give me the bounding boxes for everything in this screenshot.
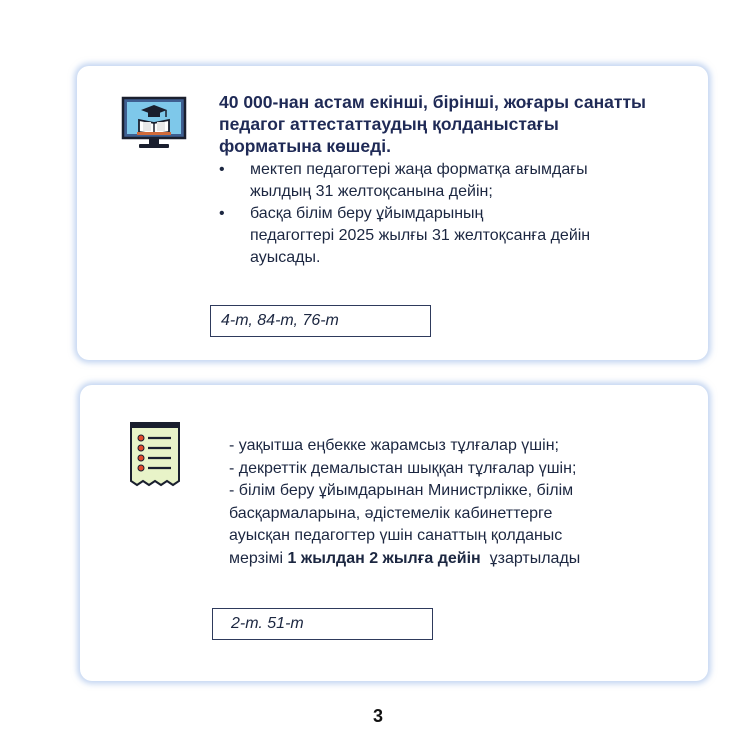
info-card-extension (80, 385, 708, 681)
bullet-item (219, 203, 699, 269)
bullet-line: • басқа білім беру ұйымдарының (250, 205, 484, 222)
body-line: - уақытша еңбекке жарамсыз тұлғалар үшін; (229, 437, 559, 454)
bullet-line: • мектеп педагогтері жаңа форматқа ағымдағы (250, 161, 588, 178)
bullet-line: педагогтері 2025 жылғы 31 желтоқсанға дейін (250, 227, 591, 244)
reference-box: 2-т. 51-т (212, 608, 433, 640)
body-text: мерзімі (229, 549, 288, 567)
body-line: ауысқан педагогтер үшін санаттың қолданыс (229, 527, 563, 544)
checklist-icon (127, 421, 183, 487)
body-line: - білім беру ұйымдарынан Министрлікке, білім (229, 482, 574, 499)
title-line: 40 000-нан астам екінші, бірінші, жоғары санатты (219, 92, 646, 112)
body-line: басқармаларына, әдістемелік кабинеттерге (229, 504, 553, 522)
body-line: - декреттік демалыстан шыққан тұлғалар үшін; (229, 459, 577, 477)
bullet-line: ауысады. (250, 249, 321, 266)
bullet-line: жылдың 31 желтоқсанына дейін; (250, 183, 493, 200)
title-line: форматына көшеді. (219, 136, 391, 156)
page-number: 3 (372, 706, 383, 726)
monitor-graduation-book-icon (121, 96, 187, 151)
card-body (229, 435, 689, 570)
bullet-list (219, 159, 699, 269)
body-line-last (229, 548, 689, 571)
title-line: педагог аттестаттаудың қолданыстағы (219, 114, 559, 134)
reference-box: 4-т, 84-т, 76-т (210, 305, 431, 337)
bullet-item (219, 159, 699, 203)
info-card-attestation (77, 66, 708, 360)
highlight-text: 1 жылдан 2 жылға дейін (287, 549, 481, 567)
body-text: ұзартылады (480, 549, 581, 567)
card-title (219, 91, 689, 157)
